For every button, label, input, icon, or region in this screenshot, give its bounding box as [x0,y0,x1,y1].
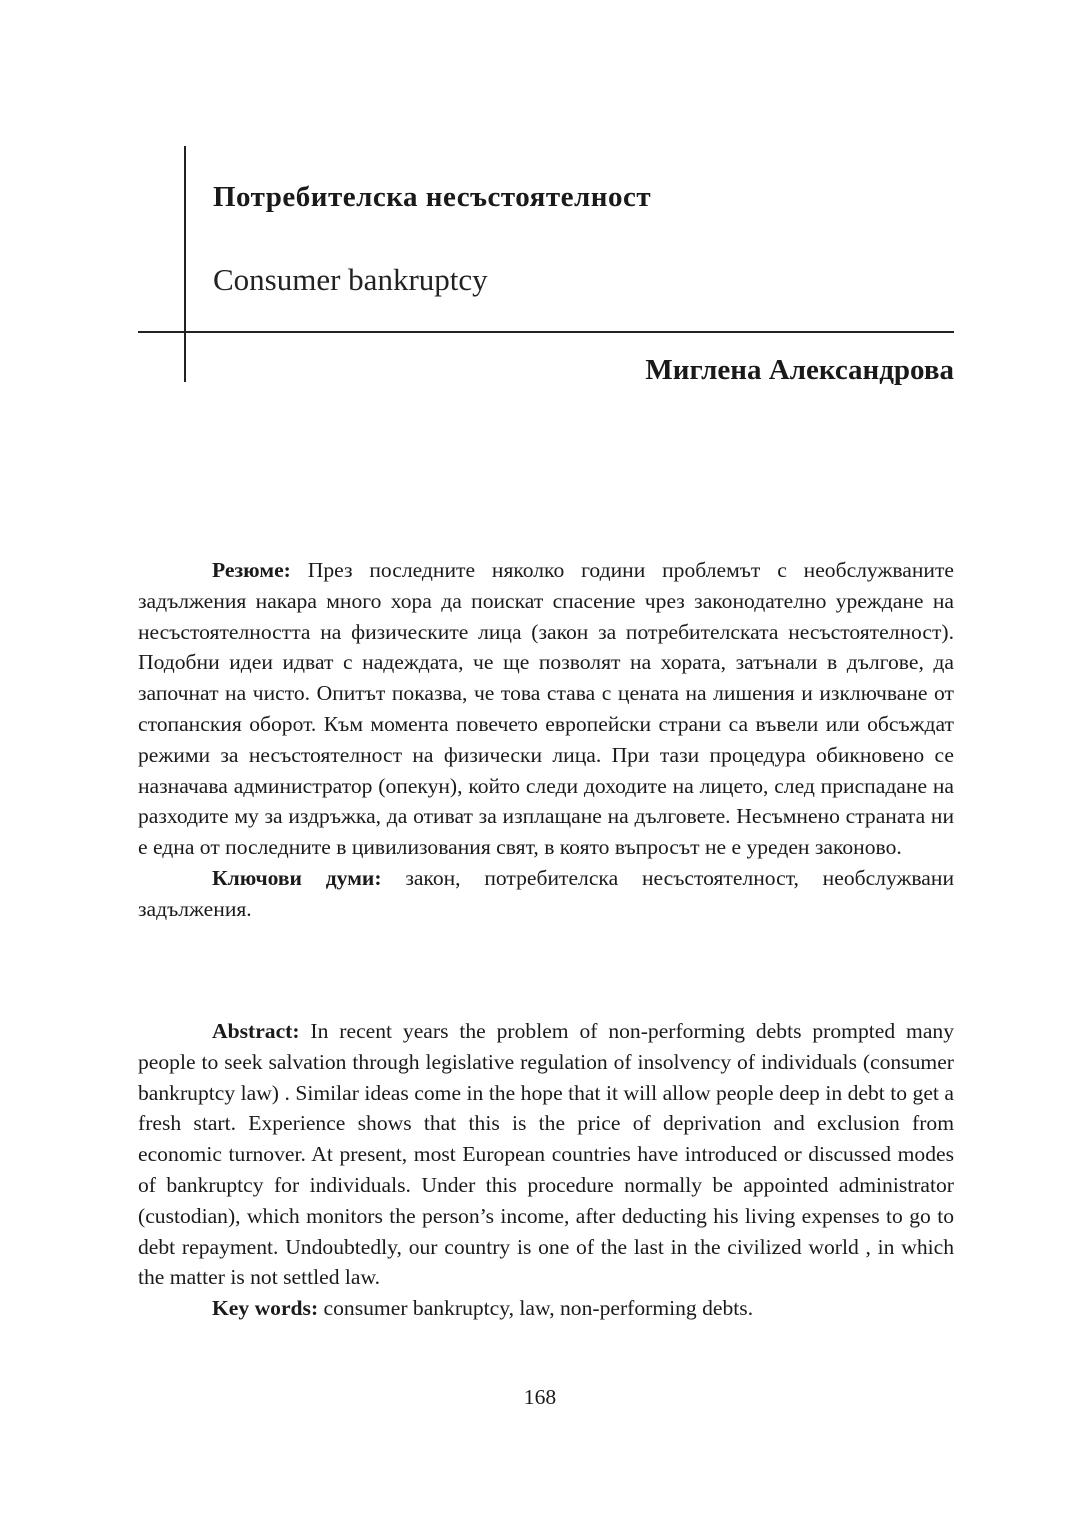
keywords-en-text: consumer bankruptcy, law, non-performing debts. [318,1296,754,1321]
keywords-bg-text: закон, потребителска несъстоятелност, необслужвани задължения. [138,865,954,921]
article-title-en: Consumer bankruptcy [213,262,488,297]
author-name: Миглена Александрова [645,354,954,386]
article-title-bg: Потребителска несъстоятелност [213,181,652,213]
summary-label: Резюме: [212,558,291,582]
keywords-en-label: Key words: [212,1296,319,1321]
summary-text: През последните няколко години проблемът с необслужваните задължения накара много хора да поискат спасение чрез законодателно уреждане на несъстоятелността на физическите лица (закон за потребителската несъстоятелност). Подобни идеи идват с надеждата, че ще позволят на хората, затънали в дългове, да започнат на чисто. Опитът показва, че това става с цената на лишения и изключване от стопанския оборот. Към момента повечето европейски страни са въвели или обсъждат режими за несъстоятелност на физически лица. При тази процедура обикновено се назначава администратор (опекун), който следи доходите на лицето, след приспадане на разходите му за издръжка, да отиват за изплащане на дълговете. Несъмнено страната ни е една от последните в цивилизования свят, в която въпросът не е уреден законово. [138,558,954,860]
vertical-rule [184,146,186,382]
abstract-label: Abstract: [212,1019,300,1043]
keywords-en-paragraph [138,1293,954,1324]
horizontal-rule [138,331,954,333]
summary-paragraph [138,555,954,863]
page-number: 168 [523,1385,557,1409]
bulgarian-abstract-section [138,555,954,925]
keywords-bg-label: Ключови думи: [212,865,382,890]
keywords-bg-paragraph [138,863,954,925]
abstract-text: In recent years the problem of non-performing debts prompted many people to seek salvation through legislative regulation of insolvency of individuals (consumer bankruptcy law) . Similar ideas come in the hope that it will allow people deep in debt to get a fresh start. Experience shows that this is the price of deprivation and exclusion from economic turnover. At present, most European countries have introduced or discussed modes of bankruptcy for individuals. Under this procedure normally be appointed administrator (custodian), which monitors the person’s income, after deducting his living expenses to go to debt repayment. Undoubtedly, our country is one of the last in the civilized world , in which the matter is not settled law. [138,1019,954,1290]
english-abstract-section [138,1016,954,1324]
abstract-paragraph [138,1016,954,1293]
